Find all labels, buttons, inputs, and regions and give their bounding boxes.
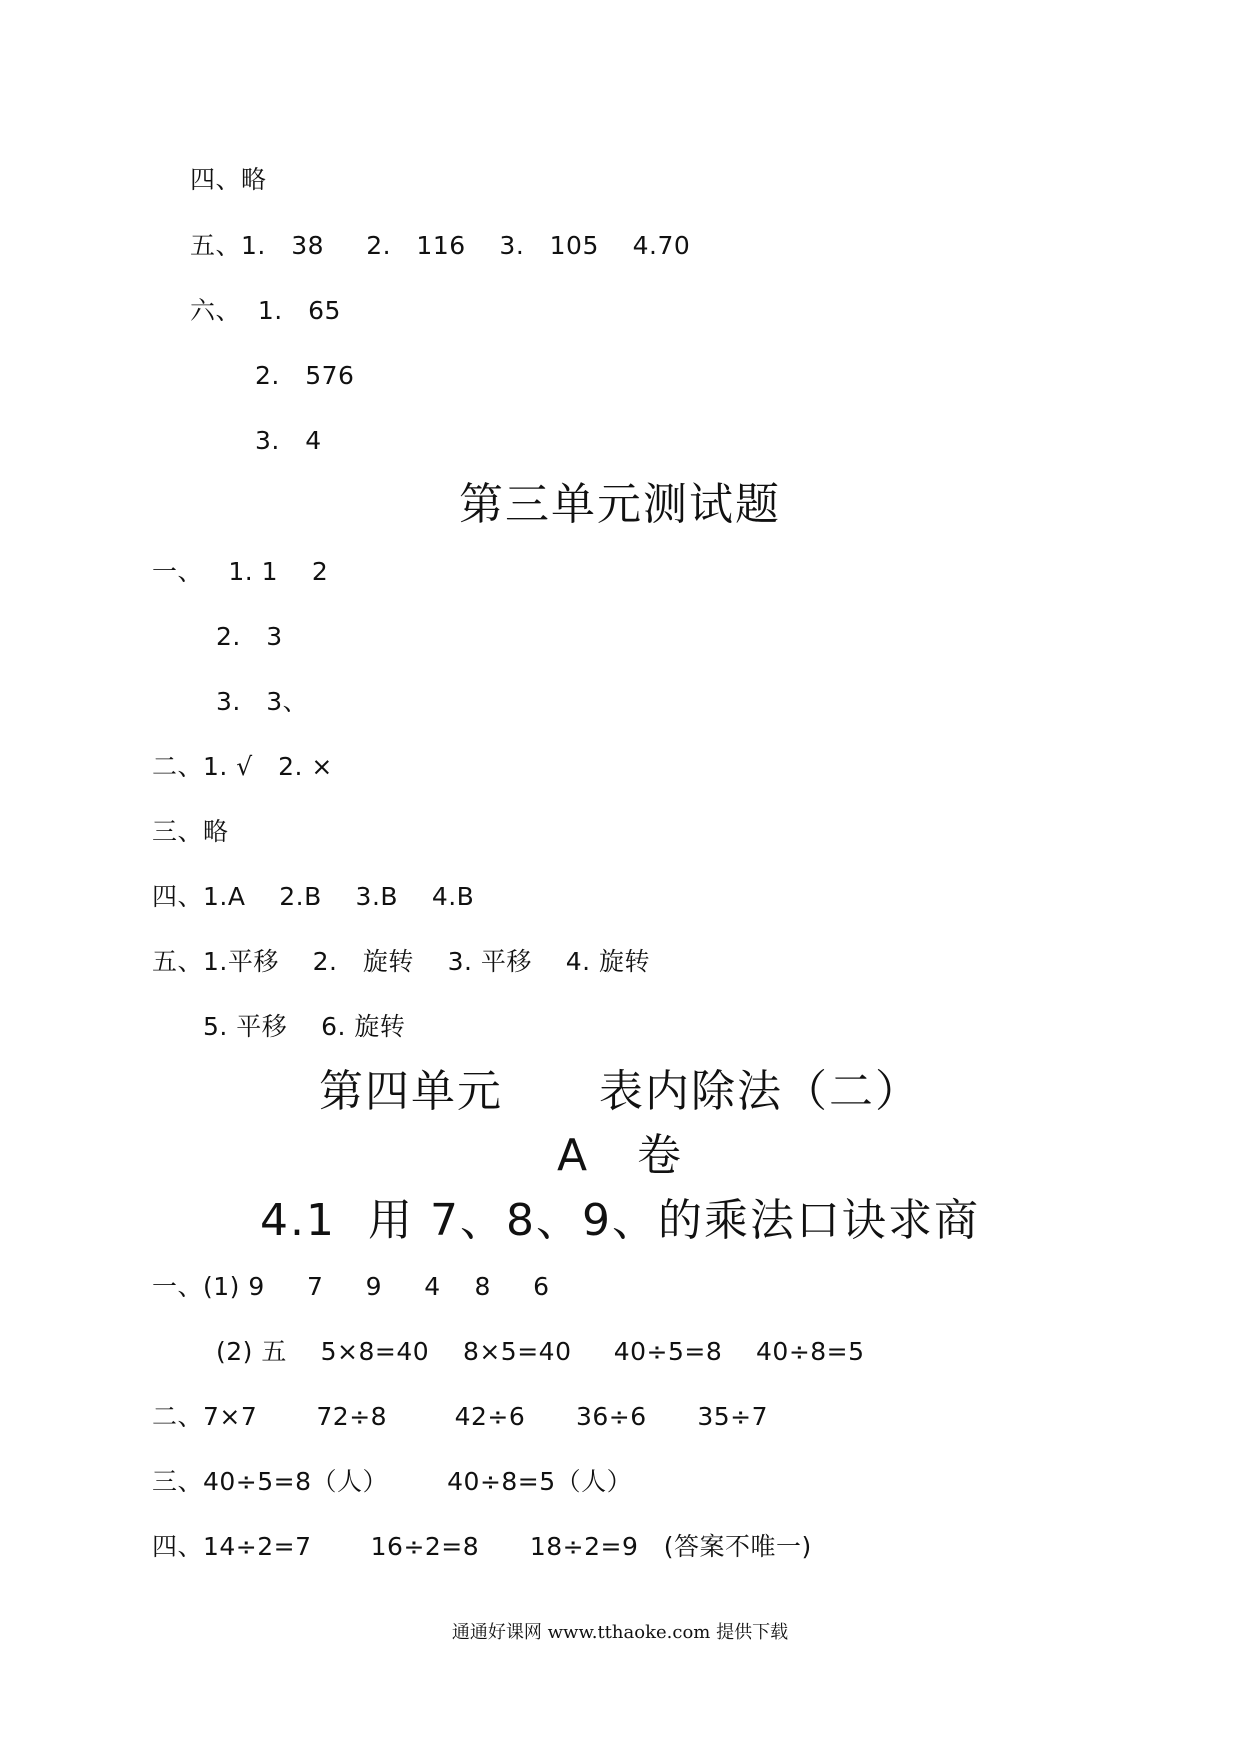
footer-source: 通通好课网 www.tthaoke.com 提供下载: [451, 1622, 789, 1643]
unit4-q1-line-1: 一、(1) 9 7 9 4 8 6: [152, 1272, 550, 1301]
prev-q4-line: 四、略: [190, 165, 267, 194]
unit4-q1-line-2: (2) 五 5×8=40 8×5=40 40÷5=8 40÷8=5: [216, 1337, 865, 1366]
unit3-q5-line-2: 5. 平移 6. 旋转: [203, 1012, 406, 1041]
unit3-q5-line-1: 五、1.平移 2. 旋转 3. 平移 4. 旋转: [152, 947, 651, 976]
prev-q6-line-3: 3. 4: [255, 426, 322, 455]
unit4-section-title: 4.1 用 7、8、9、的乘法口诀求商: [260, 1195, 980, 1246]
unit4-subtitle: A 卷: [556, 1130, 684, 1181]
unit3-q3-line: 三、略: [152, 817, 229, 846]
unit3-q1-line-1: 一、 1. 1 2: [152, 557, 329, 586]
unit3-q1-line-3: 3. 3、: [216, 687, 309, 716]
unit3-q1-line-2: 2. 3: [216, 622, 283, 651]
unit3-q4-line: 四、1.A 2.B 3.B 4.B: [152, 882, 475, 911]
prev-q6-line-1: 六、 1. 65: [190, 296, 341, 325]
unit3-title: 第三单元测试题: [459, 479, 781, 530]
unit4-title: 第四单元 表内除法（二）: [319, 1066, 921, 1117]
unit4-q2-line: 二、7×7 72÷8 42÷6 36÷6 35÷7: [152, 1402, 768, 1431]
unit4-q4-line: 四、14÷2=7 16÷2=8 18÷2=9 (答案不唯一): [152, 1532, 812, 1561]
prev-q6-line-2: 2. 576: [255, 361, 355, 390]
unit4-q3-line: 三、40÷5=8（人） 40÷8=5（人）: [152, 1467, 633, 1496]
prev-q5-line: 五、1. 38 2. 116 3. 105 4.70: [190, 231, 691, 260]
unit3-q2-line: 二、1. √ 2. ×: [152, 752, 333, 781]
